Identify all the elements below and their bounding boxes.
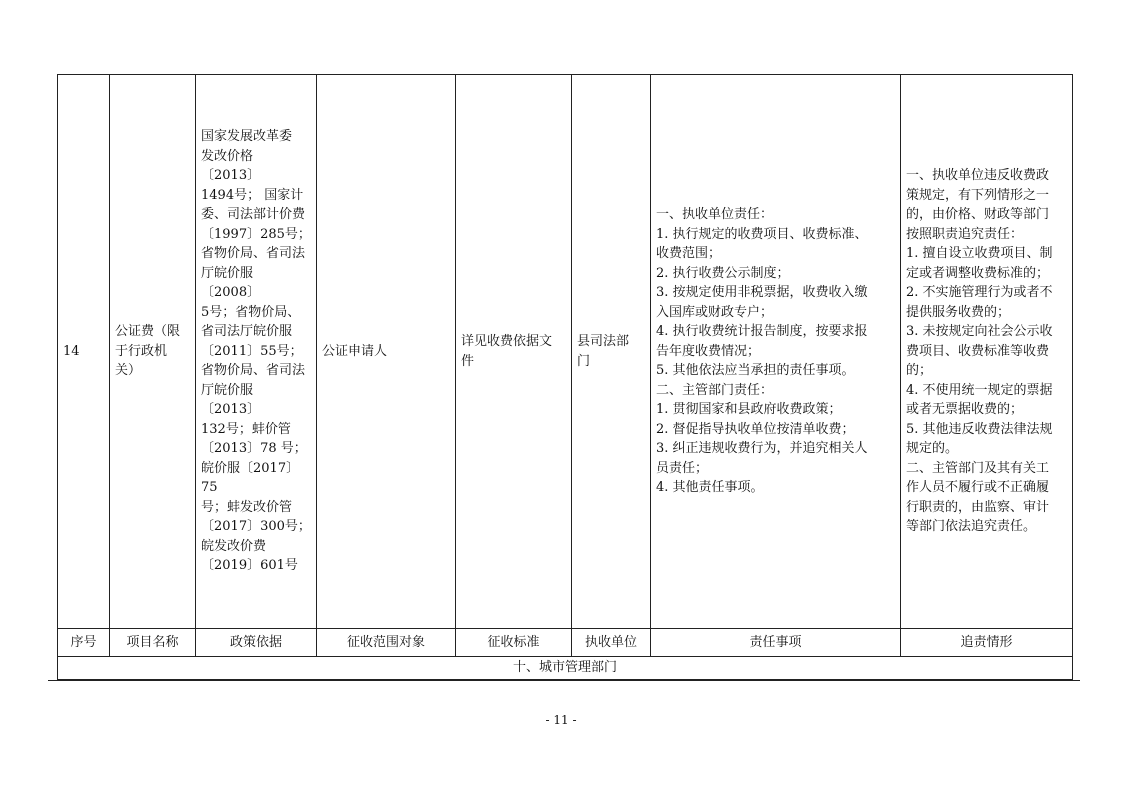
header-executing-unit: 执收单位 (572, 629, 651, 657)
table-header-row (58, 629, 1073, 657)
header-seq: 序号 (58, 629, 110, 657)
fee-table (57, 74, 1073, 680)
cell-executing-unit: 县司法部 门 (572, 75, 651, 629)
table-row-entry-14 (58, 75, 1073, 629)
section-title-row (58, 657, 1073, 680)
cell-collection-scope: 公证申请人 (317, 75, 456, 629)
section-title: 十、城市管理部门 (58, 657, 1073, 680)
cell-collection-standard: 详见收费依据文 件 (456, 75, 572, 629)
header-collection-standard: 征收标准 (456, 629, 572, 657)
bottom-rule-divider (48, 680, 1080, 681)
cell-seq: 14 (58, 75, 110, 629)
page-number: - 11 - (545, 713, 577, 727)
cell-project-name: 公证费（限 于行政机 关） (110, 75, 196, 629)
header-policy-basis: 政策依据 (196, 629, 317, 657)
cell-accountability: 一、执收单位违反收费政 策规定，有下列情形之一 的，由价格、财政等部门 按照职责追究责任： 1. 擅自设立收费项目、制 定或者调整收费标准的； 2. 不实施管理行为或者不 提供服务收费的； 3. 未按规定向社会公示收 费项目、收费标准等收费 的； 4. 不使用统一规定的票据 或者无票据收费的； 5. 其他违反收费法律法规 规定的。 二、主管部门及其有关工 作人员不履行或不正确履 行职责的，由监察、审计 等部门依法追究责任。 (901, 75, 1073, 629)
cell-policy-basis: 国家发展改革委 发改价格〔2013〕 1494号； 国家计 委、司法部计价费 〔1997〕285号； 省物价局、省司法 厅皖价服〔2008〕 5号；省物价局、 省司法厅皖价服 〔2011〕55号； 省物价局、省司法 厅皖价服〔2013〕 132号；蚌价管 〔2013〕78 号； 皖价服〔2017〕75 号；蚌发改价管 〔2017〕300号； 皖发改价费 〔2019〕601号 (196, 75, 317, 629)
header-collection-scope: 征收范围对象 (317, 629, 456, 657)
cell-responsibilities: 一、执收单位责任： 1. 执行规定的收费项目、收费标准、 收费范围； 2. 执行收费公示制度； 3. 按规定使用非税票据，收费收入缴 入国库或财政专户； 4. 执行收费统计报告制度，按要求报 告年度收费情况； 5. 其他依法应当承担的责任事项。 二、主管部门责任： 1. 贯彻国家和县政府收费政策； 2. 督促指导执收单位按清单收费； 3. 纠正违规收费行为，并追究相关人 员责任； 4. 其他责任事项。 (651, 75, 901, 629)
header-responsibilities: 责任事项 (651, 629, 901, 657)
header-accountability: 追责情形 (901, 629, 1073, 657)
header-project-name: 项目名称 (110, 629, 196, 657)
